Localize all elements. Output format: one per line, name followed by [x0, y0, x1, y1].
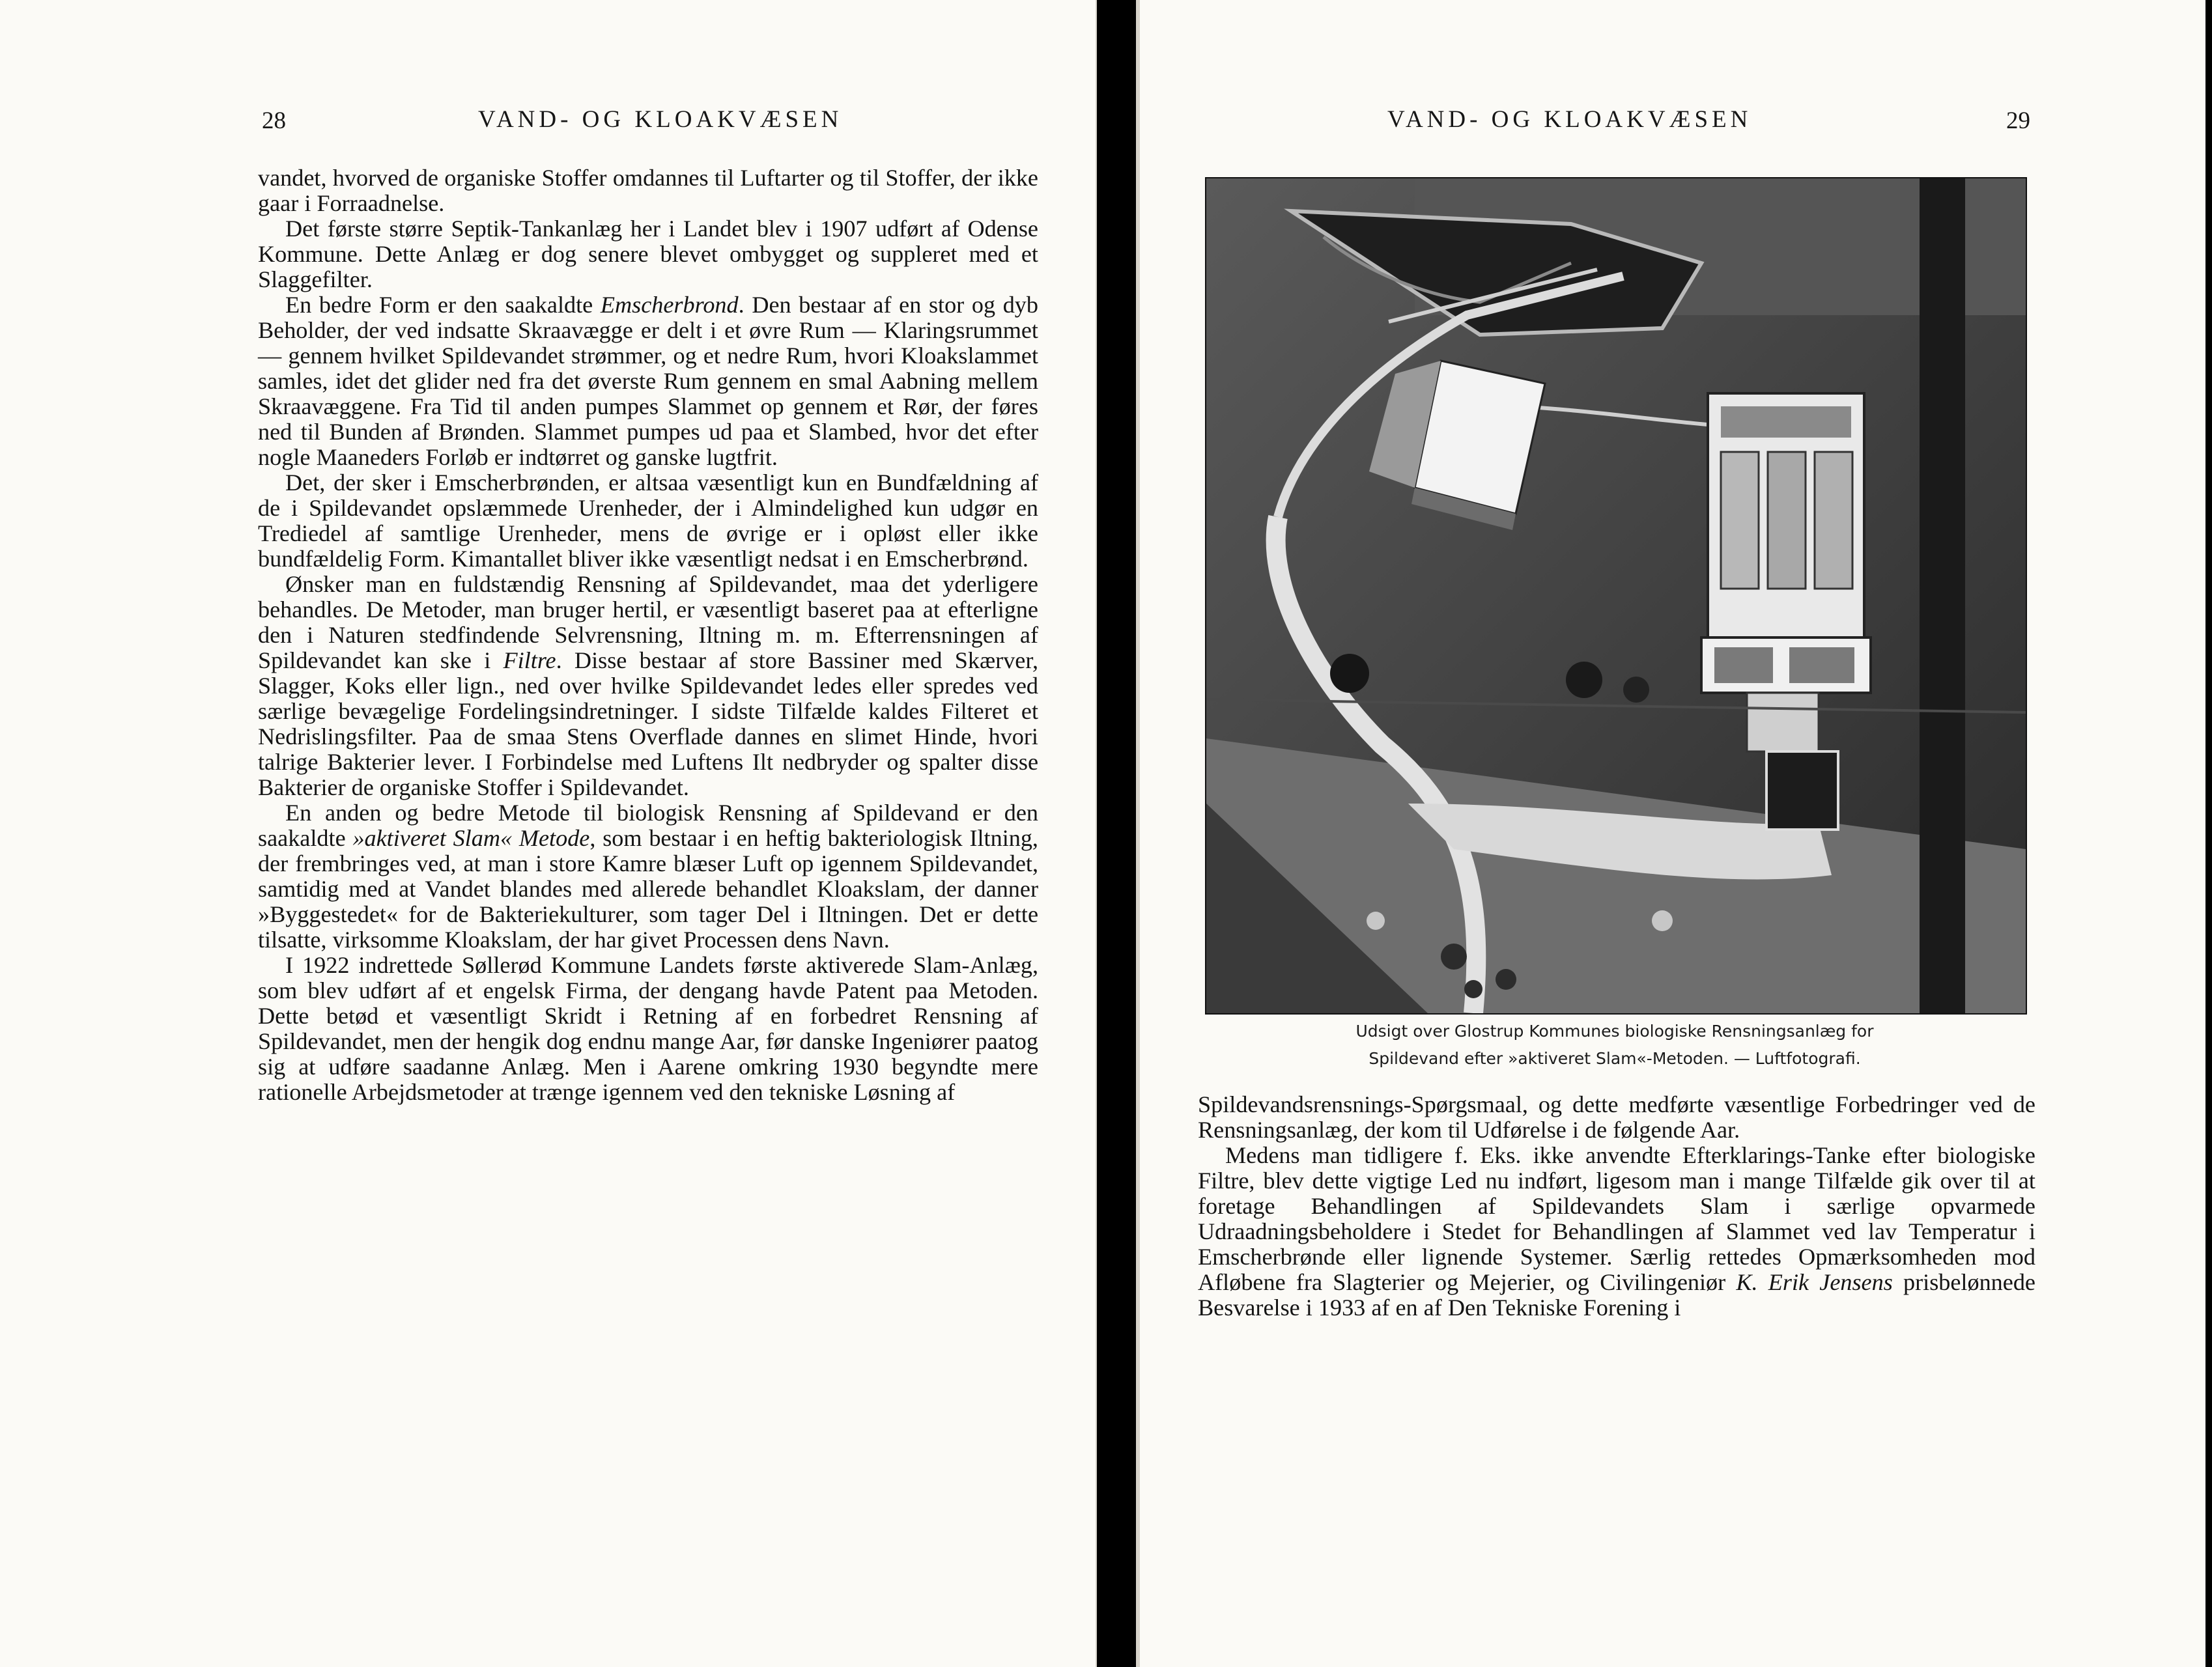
paragraph-text: . Den bestaar af en stor og dyb Beholder, der ved indsatte Skraavægge er delt i et øvre Rum — Klaringsrummet — gennem hvilket Spildevandet strømmer, og et nedre Rum, hvori Kloakslammet samles, idet det glider ned fra det øverste Rum gennem en smal Aabning mellem Skraavæggene. Fra Tid til anden pumpes Slammet op gennem et Rør, der føres ned til Bunden af Brønden. Slammet pumpes ud paa et Slambed, hvor det efter nogle Maaneders Forløb er indtørret og ganske lugtfrit. — [258, 292, 1038, 470]
paragraph — [258, 572, 1038, 800]
italic-name: K. Erik Jensens — [1736, 1269, 1893, 1295]
paragraph-text: . Disse bestaar af store Bassiner med Skærver, Slagger, Koks eller lign., ned over hvilke Spildevandet ledes eller spredes ved særlige bevægelige Fordelingsindretninger. I sidste Tilfælde kaldes Filteret et Nedrislingsfilter. Paa de smaa Stens Overflade dannes en slimet Hinde, hvori talrige Bakterier lever. I Forbindelse med Luftens Ilt nedbryder og spalter disse Bakterier de organiske Stoffer i Spildevandet. — [258, 647, 1038, 800]
book-spine — [1097, 0, 1136, 1667]
paragraph — [258, 800, 1038, 953]
paragraph — [258, 292, 1038, 470]
paragraph — [1198, 1143, 2035, 1321]
aerial-photograph-drawing — [1206, 178, 2026, 1013]
page-number-right: 29 — [2006, 107, 2030, 134]
paragraph: I 1922 indrettede Søllerød Kommune Landets første aktiverede Slam-Anlæg, som blev udført af et engelsk Firma, der dengang havde Patent paa Metoden. Dette betød et væsentligt Skridt i Retning af en forbedret Rensning af Spildevandet, men der hengik dog endnu mange Aar, før danske Ingeniører paatog sig at udføre saadanne Anlæg. Men i Aarene omkring 1930 begyndte mere rationelle Arbejdsmetoder at trænge igennem ved den tekniske Løsning af — [258, 952, 1038, 1105]
paragraph-text: Medens man tidligere f. Eks. ikke anvendte Efterklarings-Tanke efter biologiske Filtre, blev dette vigtige Led nu indført, ligesom man i mange Tilfælde gik over til at foretage Behandlingen af Spildevandets Slam i særlige opvarmede Udraadningsbeholdere i Stedet for Behandlingen af Slammet ved lav Temperatur i Emscherbrønde eller lignende Systemer. Særlig rettedes Opmærksomheden mod Afløbene fra Slagterier og Mejerier, og Civilingeniør — [1198, 1142, 2035, 1295]
paragraph: Spildevandsrensnings-Spørgsmaal, og dette medførte væsentlige Forbedringer ved de Rensningsanlæg, der kom til Udførelse i de følgende Aar. — [1198, 1091, 2035, 1143]
caption-line-1: Udsigt over Glostrup Kommunes biologiske Rensningsanlæg for — [1355, 1022, 1874, 1041]
paragraph-text: Ønsker man en fuldstændig Rensning af Spildevandet, maa det yderligere behandles. De Metoder, man bruger hertil, er væsentligt baseret paa at efterligne den i Naturen stedfindende Selvrensning, Iltning m. m. Efterrensningen af Spildevandet kan ske i — [258, 571, 1038, 673]
aerial-photograph — [1205, 177, 2027, 1015]
left-page-body — [258, 165, 1038, 1105]
running-head-right: VAND- OG KLOAKVÆSEN — [1387, 106, 1752, 133]
paragraph: Det, der sker i Emscherbrønden, er altsaa væsentligt kun en Bundfældning af de i Spildevandet opslæmmede Urenheder, der i Almindelighed kun udgør en Trediedel af samtlige Urenheder, mens de øvrige er i opløst eller ikke bundfældelig Form. Kimantallet bliver ikke væsentligt nedsat i en Emscherbrønd. — [258, 469, 1038, 572]
italic-term: Filtre — [503, 647, 556, 673]
photo-caption — [1205, 1018, 2024, 1072]
page-number-left: 28 — [262, 107, 286, 134]
paragraph: vandet, hvorved de organiske Stoffer omdannes til Luftarter og til Stoffer, der ikke gaar i Forraadnelse. — [258, 165, 1038, 216]
right-page-body — [1198, 1092, 2035, 1321]
caption-line-2: Spildevand efter »aktiveret Slam«-Metoden. — Luftfotografi. — [1368, 1049, 1861, 1068]
italic-term: Emscherbrond — [600, 292, 739, 318]
paragraph-text: En bedre Form er den saakaldte — [285, 292, 601, 318]
left-page — [0, 0, 1097, 1667]
italic-term: »aktiveret Slam« Metode — [352, 825, 590, 851]
running-head-left: VAND- OG KLOAKVÆSEN — [478, 106, 843, 133]
paragraph-text: prisbelønnede Besvarelse i 1933 af en af Den Tekniske Forening i — [1198, 1269, 2035, 1321]
paragraph: Det første større Septik-Tankanlæg her i Landet blev i 1907 udført af Odense Kommune. Dette Anlæg er dog senere blevet ombygget og suppleret med et Slaggefilter. — [258, 216, 1038, 292]
paragraph-text: , som bestaar i en heftig bakteriologisk Iltning, der frembringes ved, at man i store Kamre blæser Luft op igennem Spildevandet, samtidig med at Vandet blandes med allerede behandlet Kloakslam, der danner »Byggestedet« for de Bakteriekulturer, som tager Del i Iltningen. Det er dette tilsatte, virksomme Kloakslam, der har givet Processen dens Navn. — [258, 825, 1038, 953]
paragraph-text: En anden og bedre Metode til biologisk Rensning af Spildevand er den saakaldte — [258, 800, 1038, 851]
